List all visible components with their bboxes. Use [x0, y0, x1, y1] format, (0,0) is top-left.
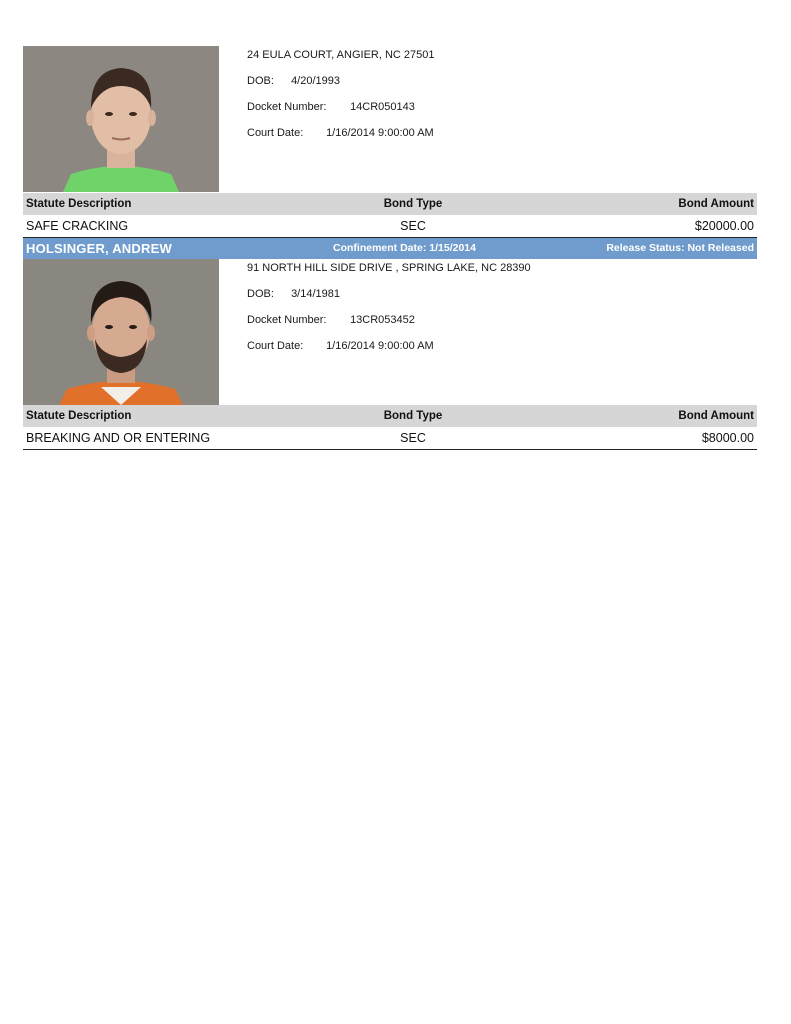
charge-bond-type: SEC: [400, 431, 426, 445]
charge-description: SAFE CRACKING: [26, 219, 129, 233]
docket-value: 13CR053452: [350, 314, 415, 326]
inmate-name: HOLSINGER, ANDREW: [26, 241, 172, 256]
docket-value: 14CR050143: [350, 101, 415, 113]
bond-type-header: Bond Type: [383, 198, 443, 210]
bond-amount-header: Bond Amount: [678, 198, 754, 210]
confinement-date: Confinement Date: 1/15/2014: [333, 242, 476, 254]
address: 91 NORTH HILL SIDE DRIVE , SPRING LAKE, NC 28390: [247, 262, 531, 274]
mugshot-photo: [23, 259, 219, 405]
docket-label: Docket Number:: [247, 101, 327, 113]
mugshot-photo: [23, 46, 219, 192]
inmate-name-bar: [23, 238, 757, 259]
court-date-label: Court Date:: [247, 340, 304, 352]
court-date-value: 1/16/2014 9:00:00 AM: [326, 340, 434, 352]
dob-value: 4/20/1993: [291, 75, 340, 87]
address: 24 EULA COURT, ANGIER, NC 27501: [247, 49, 435, 61]
charge-bond-amount: $20000.00: [694, 219, 754, 233]
charges-header: [23, 193, 757, 215]
bond-amount-header: Bond Amount: [678, 410, 754, 422]
charges-header: [23, 405, 757, 427]
court-date-value: 1/16/2014 9:00:00 AM: [326, 127, 434, 139]
statute-description-header: Statute Description: [26, 198, 132, 210]
charge-row: [23, 215, 757, 238]
charge-bond-type: SEC: [400, 219, 426, 233]
charge-bond-amount: $8000.00: [701, 431, 754, 445]
dob-label: DOB:: [247, 288, 274, 300]
release-status: Release Status: Not Released: [606, 242, 754, 254]
dob-label: DOB:: [247, 75, 274, 87]
dob-value: 3/14/1981: [291, 288, 340, 300]
court-date-label: Court Date:: [247, 127, 304, 139]
charge-description: BREAKING AND OR ENTERING: [26, 431, 211, 445]
bond-type-header: Bond Type: [383, 410, 443, 422]
charge-row: [23, 427, 757, 450]
statute-description-header: Statute Description: [26, 410, 132, 422]
docket-label: Docket Number:: [247, 314, 327, 326]
